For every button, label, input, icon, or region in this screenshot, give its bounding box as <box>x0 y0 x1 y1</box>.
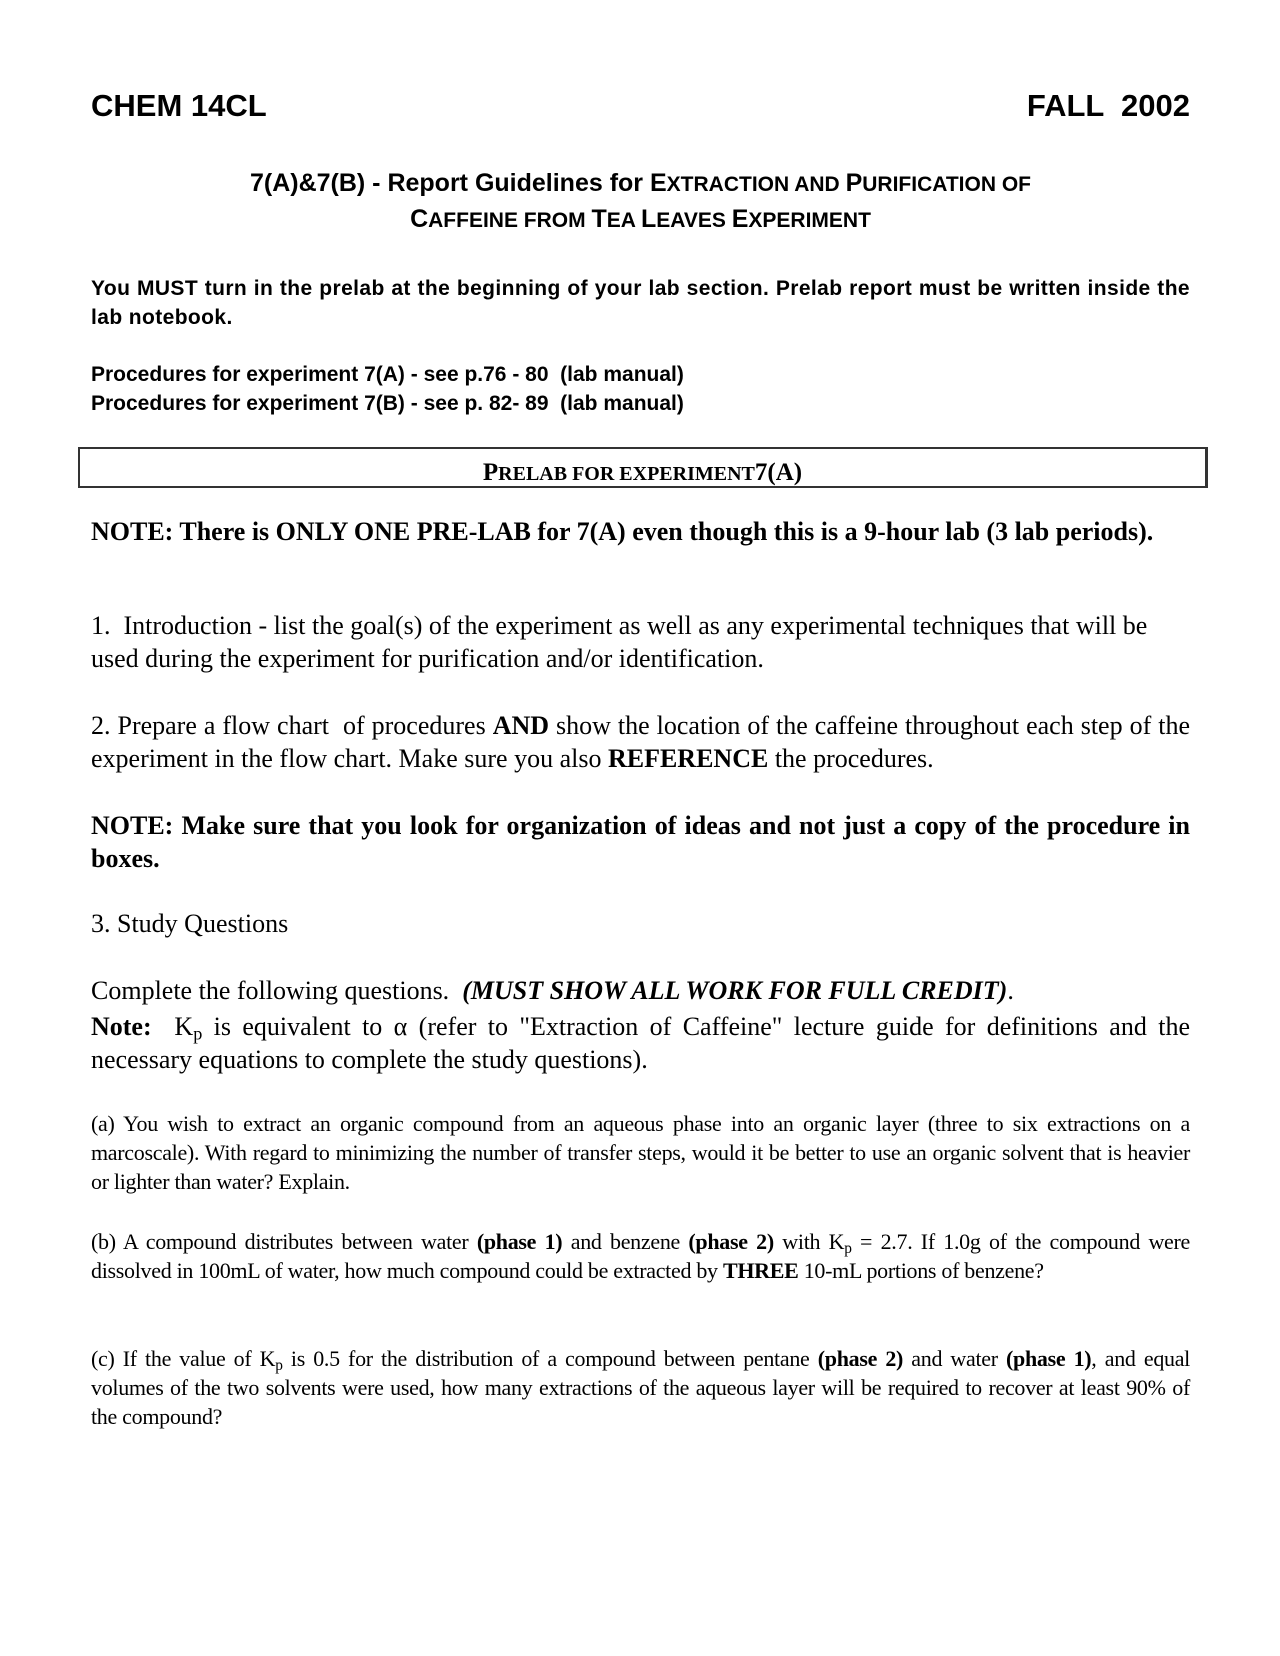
title-smallcaps: EA <box>606 209 641 232</box>
prelab-heading-cap: P <box>482 459 499 486</box>
note-organization: NOTE: Make sure that you look for organization of ideas and not just a copy of the procedure in boxes. <box>91 811 1190 873</box>
item-introduction: 1. Introduction - list the goal(s) of the experiment as well as any experimental techniques that will be used during the experiment for purification and/or identification. <box>91 611 1154 673</box>
emph: (phase 1) <box>1006 1346 1092 1371</box>
text: and water <box>903 1346 1006 1371</box>
document-title <box>91 166 1190 238</box>
text: the procedures. <box>768 744 934 773</box>
title-cap: T <box>591 205 607 233</box>
title-cap: C <box>410 205 429 233</box>
title-smallcaps: XPERIMENT <box>748 209 871 232</box>
title-smallcaps: AFFEINE FROM <box>428 209 592 232</box>
text: Complete the following questions. <box>91 976 463 1005</box>
text: 10-mL portions of benzene? <box>798 1258 1044 1283</box>
course-code: CHEM 14CL <box>91 88 267 123</box>
must-notice: You MUST turn in the prelab at the beginning of your lab section. Prelab report must be written inside the lab notebook. <box>91 277 1190 329</box>
prelab-heading-num: 7(A) <box>754 459 803 486</box>
title-cap: E <box>649 169 667 197</box>
emph: (phase 2) <box>688 1229 774 1254</box>
title-cap: P <box>845 169 863 197</box>
note-one-prelab: NOTE: There is ONLY ONE PRE-LAB for 7(A) even though this is a 9-hour lab (3 lab periods). <box>91 517 1154 546</box>
prelab-heading <box>483 454 802 487</box>
kp-note <box>91 1010 1190 1076</box>
text: is 0.5 for the distribution of a compound between pentane <box>282 1346 818 1371</box>
item-study-questions: 3. Study Questions <box>91 909 289 938</box>
title-cap: L <box>640 205 657 233</box>
item-flow-chart <box>91 709 1190 775</box>
prelab-heading-box <box>78 447 1208 488</box>
text: , and equal volumes of the two solvents were used, how many extractions of the aqueous layer will be required to recover at least 90% of the compound? <box>91 1346 1190 1429</box>
prelab-heading-smallcaps: RELAB FOR EXPERIMENT <box>498 463 755 485</box>
text: = 2.7. If 1.0g of the compound were dissolved in 100mL of water, how much compound could be extracted by <box>91 1229 1190 1283</box>
emph: REFERENCE <box>607 744 769 773</box>
emph: AND <box>492 711 550 740</box>
text: . <box>1007 976 1014 1005</box>
question-a: (a) You wish to extract an organic compound from an aqueous phase into an organic layer (three to six extractions on a marcoscale). With regard to minimizing the number of transfer steps, would it be better to use an organic solvent that is heavier or lighter than water? Explain. <box>91 1111 1190 1194</box>
emph: (MUST SHOW ALL WORK FOR FULL CREDIT) <box>462 976 1008 1005</box>
complete-instructions <box>91 974 1190 1007</box>
note-label: Note: <box>91 1012 152 1041</box>
text: with K <box>773 1229 845 1254</box>
procedures-list <box>91 360 684 418</box>
subscript: p <box>844 1239 852 1257</box>
emph: (phase 1) <box>476 1229 563 1254</box>
emph: THREE <box>722 1258 799 1283</box>
question-b <box>91 1227 1190 1285</box>
text: show the location of the caffeine throughout each step of the experiment in the flow chart. Make sure you also <box>91 711 1190 773</box>
title-smallcaps: XTRACTION AND <box>666 173 846 196</box>
text: (c) If the value of K <box>91 1346 276 1371</box>
text: and benzene <box>562 1229 689 1254</box>
title-prefix: 7(A)&7(B) - Report Guidelines for <box>249 169 650 197</box>
question-c <box>91 1344 1190 1431</box>
procedure-7b: Procedures for experiment 7(B) - see p. 82- 89 (lab manual) <box>91 392 684 415</box>
title-smallcaps: EAVES <box>656 209 732 232</box>
title-smallcaps: URIFICATION OF <box>862 173 1032 196</box>
title-cap: E <box>731 205 749 233</box>
procedure-7a: Procedures for experiment 7(A) - see p.76 - 80 (lab manual) <box>91 363 684 386</box>
emph: (phase 2) <box>817 1346 904 1371</box>
text: is equivalent to α (refer to "Extraction of Caffeine" lecture guide for definitions and the necessary equations to complete the study questions). <box>91 1012 1190 1074</box>
text: (b) A compound distributes between water <box>91 1229 477 1254</box>
subscript: p <box>193 1023 203 1044</box>
text: 2. Prepare a flow chart of procedures <box>91 711 493 740</box>
term: FALL 2002 <box>1026 88 1190 123</box>
text: K <box>151 1012 194 1041</box>
subscript: p <box>275 1356 283 1374</box>
